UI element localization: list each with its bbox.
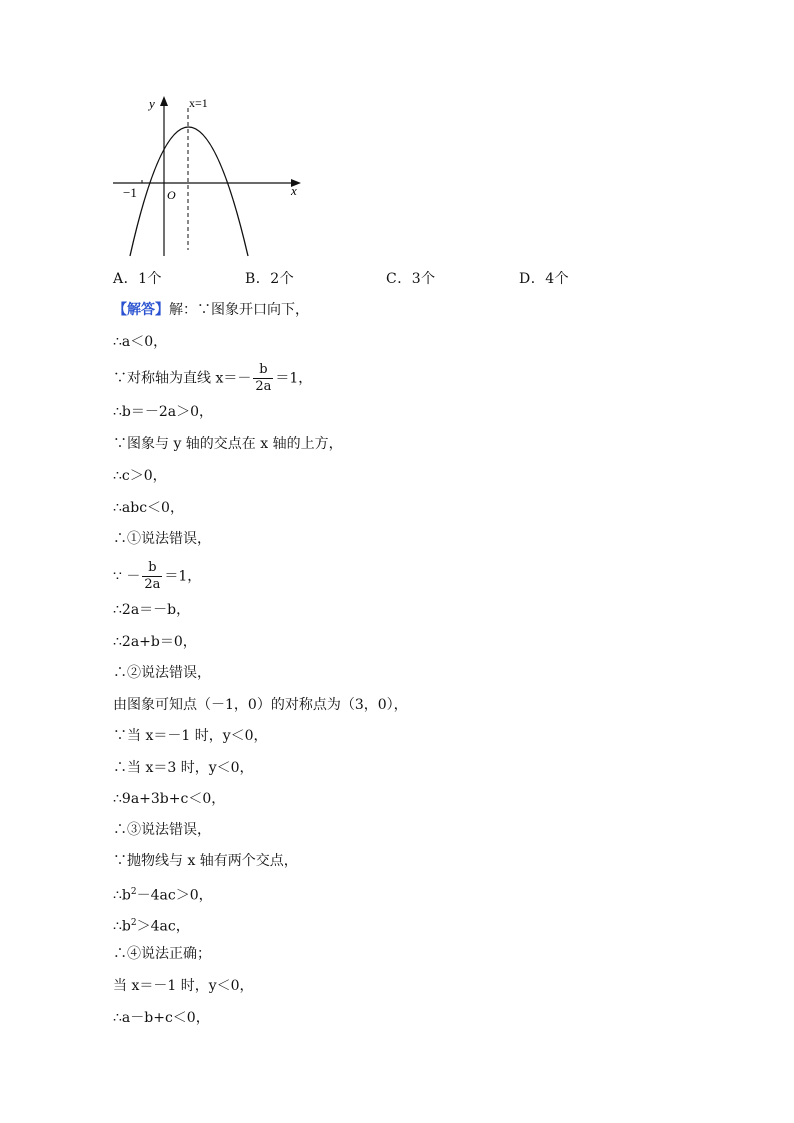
neg-one-label: −1 — [123, 185, 137, 200]
solution-line-3: ∵对称轴为直线 x＝－ $\frac{b}{2a}$ ＝1， — [113, 362, 313, 394]
fraction-b-over-2a-2: $\frac{b}{2a}$ — [144, 560, 161, 592]
solution-line-23: ∴a－b+c＜0， — [113, 1010, 210, 1026]
y-axis-arrow — [160, 96, 168, 106]
solution-line-12: ∴②说法错误， — [113, 665, 211, 681]
solution-line-7: ∴abc＜0， — [113, 500, 184, 516]
solution-line-4: ∴b＝－2a＞0， — [113, 404, 214, 420]
solution-line-5: ∵图象与 y 轴的交点在 x 轴的上方， — [113, 436, 343, 452]
symmetry-line-label: x=1 — [189, 96, 208, 110]
solution-line-8: ∴①说法错误， — [113, 531, 211, 547]
solution-line-6: ∴c＞0， — [113, 468, 167, 484]
solution-line-13: 由图象可知点（－1，0）的对称点为（3，0）， — [113, 697, 408, 713]
fraction-b-over-2a: $\frac{b}{2a}$ — [255, 362, 272, 394]
solution-line-9: ∵ － $\frac{b}{2a}$ ＝1， — [113, 560, 202, 592]
option-d: D．4个 — [519, 271, 570, 287]
solution-line-16: ∴9a+3b+c＜0， — [113, 791, 226, 807]
solution-line-19: $\therefore b^2-4ac>0$， — [113, 887, 213, 904]
solution-line-15: ∴当 x＝3 时，y＜0， — [113, 760, 254, 776]
x-axis-label: x — [291, 183, 297, 198]
solution-line-11: ∴2a+b＝0， — [113, 634, 197, 650]
solution-line-10: ∴2a＝－b， — [113, 602, 191, 618]
solution-line-20: $\therefore b^2>4ac$， — [113, 918, 190, 935]
parabola-graph — [105, 88, 305, 263]
parabola-curve — [130, 127, 248, 256]
origin-label: O — [167, 188, 176, 202]
solution-line-14: ∵当 x＝－1 时，y＜0， — [113, 728, 268, 744]
solution-line-1: 【解答】解：∵图象开口向下， — [113, 302, 309, 318]
option-c: C．3个 — [386, 271, 436, 287]
solution-line-21: ∴④说法正确； — [113, 946, 211, 962]
solution-line-17: ∴③说法错误， — [113, 822, 211, 838]
solution-tag: 【解答】 — [113, 302, 169, 318]
y-axis-label: y — [149, 96, 155, 111]
option-b: B．2个 — [245, 271, 295, 287]
option-a: A．1个 — [113, 271, 163, 287]
solution-line-18: ∵抛物线与 x 轴有两个交点， — [113, 853, 298, 869]
solution-line-2: ∴a＜0， — [113, 334, 168, 350]
solution-line-22: 当 x＝－1 时，y＜0， — [113, 978, 254, 994]
